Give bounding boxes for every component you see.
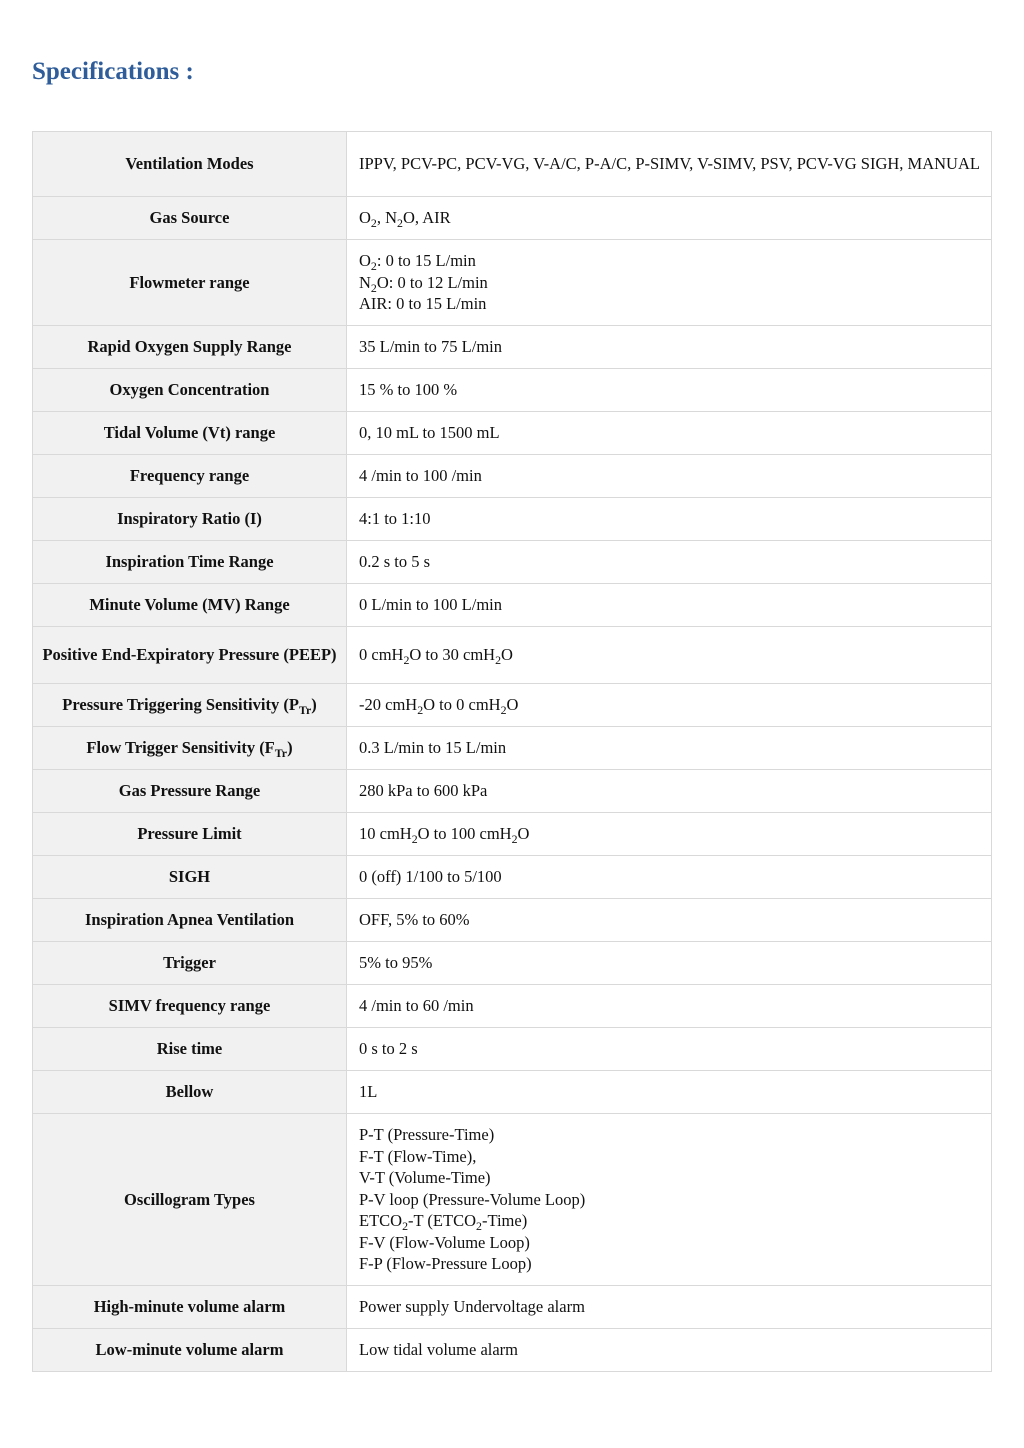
- spec-label: [33, 541, 347, 584]
- subscript: 2: [417, 703, 424, 718]
- text-segment: Low-minute volume alarm: [95, 1340, 284, 1360]
- text-segment: 280 kPa to 600 kPa: [359, 781, 488, 801]
- text-segment: Rise time: [156, 1039, 223, 1059]
- spec-value: [347, 326, 992, 369]
- spec-value: [347, 498, 992, 541]
- text-segment: -T (ETCO: [408, 1211, 477, 1231]
- subscript: 2: [370, 259, 377, 274]
- spec-row: [33, 455, 992, 498]
- spec-value: [347, 412, 992, 455]
- spec-value: [347, 770, 992, 813]
- text-segment: Tidal Volume (Vt) range: [103, 423, 276, 443]
- page-title: Specifications :: [32, 58, 194, 85]
- spec-row: [33, 856, 992, 899]
- spec-value: [347, 985, 992, 1028]
- text-segment: O: [359, 251, 371, 271]
- text-segment: 4:1 to 1:10: [359, 509, 431, 529]
- spec-value: [347, 197, 992, 240]
- subscript: 2: [500, 703, 507, 718]
- spec-row: [33, 240, 992, 326]
- text-segment: P-V loop (Pressure-Volume Loop): [359, 1189, 586, 1209]
- spec-value: [347, 627, 992, 684]
- spec-label: [33, 899, 347, 942]
- text-segment: O, AIR: [402, 208, 451, 228]
- text-segment: O: [501, 645, 513, 665]
- spec-value-line: [359, 422, 983, 444]
- text-segment: Frequency range: [129, 466, 250, 486]
- spec-row: [33, 627, 992, 684]
- text-segment: IPPV, PCV-PC, PCV-VG, V-A/C, P-A/C, P-SIMV, V-SIMV, PSV, PCV-VG SIGH, MANUAL: [359, 154, 980, 174]
- text-segment: High-minute volume alarm: [93, 1297, 286, 1317]
- spec-value-line: [359, 1296, 983, 1318]
- spec-label: [33, 240, 347, 326]
- subscript: 2: [370, 280, 377, 295]
- spec-value: [347, 942, 992, 985]
- spec-row: [33, 369, 992, 412]
- text-segment: Oxygen Concentration: [109, 380, 270, 400]
- text-segment: OFF, 5% to 60%: [359, 910, 470, 930]
- spec-label: [33, 455, 347, 498]
- text-segment: 0 s to 2 s: [359, 1039, 418, 1059]
- spec-value-line: [359, 995, 983, 1017]
- text-segment: O: [506, 695, 519, 715]
- text-segment: ): [287, 738, 293, 758]
- spec-row: [33, 727, 992, 770]
- text-segment: Ventilation Modes: [125, 154, 254, 174]
- text-segment: SIGH: [168, 867, 211, 887]
- spec-label: [33, 627, 347, 684]
- spec-value-line: [359, 909, 983, 931]
- subscript: 2: [511, 832, 518, 847]
- spec-label: [33, 132, 347, 197]
- text-segment: 4 /min to 100 /min: [359, 466, 482, 486]
- specifications-table-body: [33, 132, 992, 1372]
- text-segment: Low tidal volume alarm: [359, 1340, 518, 1360]
- spec-value: [347, 132, 992, 197]
- text-segment: -20 cmH: [359, 695, 418, 715]
- spec-value: [347, 1286, 992, 1329]
- spec-label: [33, 498, 347, 541]
- subscript: 2: [403, 653, 410, 668]
- spec-value-line: [359, 207, 983, 229]
- spec-label: [33, 197, 347, 240]
- spec-value-line: [359, 336, 983, 358]
- spec-label: [33, 727, 347, 770]
- spec-value-line: [359, 551, 983, 573]
- spec-value-line: [359, 952, 983, 974]
- text-segment: Gas Pressure Range: [118, 781, 261, 801]
- spec-value: [347, 240, 992, 326]
- text-segment: O: [359, 208, 371, 228]
- subscript: Tr: [298, 703, 312, 718]
- spec-value: [347, 727, 992, 770]
- text-segment: F-V (Flow-Volume Loop): [359, 1232, 530, 1252]
- spec-value-line: [359, 1210, 983, 1232]
- spec-row: [33, 899, 992, 942]
- spec-label: [33, 326, 347, 369]
- spec-value-line: [359, 508, 983, 530]
- spec-value: [347, 1071, 992, 1114]
- spec-value-line: [359, 1189, 983, 1211]
- spec-value-line: [359, 1146, 983, 1168]
- spec-value: [347, 856, 992, 899]
- text-segment: Rapid Oxygen Supply Range: [87, 337, 292, 357]
- subscript: Tr: [274, 746, 288, 761]
- spec-value-line: [359, 737, 983, 759]
- spec-row: [33, 541, 992, 584]
- spec-value: [347, 899, 992, 942]
- text-segment: 0 L/min to 100 L/min: [359, 595, 502, 615]
- text-segment: Trigger: [163, 953, 216, 973]
- spec-label: [33, 1114, 347, 1286]
- spec-row: [33, 813, 992, 856]
- spec-row: [33, 1286, 992, 1329]
- spec-value-line: [359, 1232, 983, 1254]
- spec-label: [33, 412, 347, 455]
- text-segment: 15 % to 100 %: [359, 380, 458, 400]
- spec-label: [33, 1071, 347, 1114]
- text-segment: 0 cmH: [359, 645, 404, 665]
- spec-row: [33, 498, 992, 541]
- text-segment: : 0 to 15 L/min: [376, 251, 476, 271]
- spec-value-line: [359, 1339, 983, 1361]
- spec-row: [33, 1329, 992, 1372]
- spec-value-line: [359, 1124, 983, 1146]
- spec-row: [33, 1028, 992, 1071]
- spec-label: [33, 985, 347, 1028]
- spec-row: [33, 326, 992, 369]
- spec-row: [33, 770, 992, 813]
- text-segment: , N: [376, 208, 398, 228]
- text-segment: -Time): [481, 1211, 528, 1231]
- spec-value-line: [359, 272, 983, 294]
- spec-value-line: [359, 1081, 983, 1103]
- subscript: 2: [397, 216, 403, 231]
- text-segment: 0.3 L/min to 15 L/min: [359, 738, 507, 758]
- spec-value-line: [359, 465, 983, 487]
- text-segment: Oscillogram Types: [124, 1189, 255, 1209]
- specifications-table: [32, 131, 992, 1372]
- spec-value-line: [359, 644, 983, 666]
- spec-value-line: [359, 293, 983, 315]
- spec-value: [347, 541, 992, 584]
- spec-value-line: [359, 780, 983, 802]
- spec-value-line: [359, 250, 983, 272]
- spec-row: [33, 197, 992, 240]
- spec-label: [33, 584, 347, 627]
- text-segment: Inspiration Apnea Ventilation: [84, 910, 295, 930]
- spec-row: [33, 412, 992, 455]
- text-segment: 1L: [359, 1082, 378, 1102]
- text-segment: ETCO: [359, 1211, 403, 1231]
- subscript: 2: [411, 832, 418, 847]
- text-segment: O to 100 cmH: [417, 824, 512, 844]
- text-segment: 0 (off) 1/100 to 5/100: [359, 867, 502, 887]
- spec-label: [33, 1329, 347, 1372]
- text-segment: 10 cmH: [359, 824, 412, 844]
- text-segment: 0, 10 mL to 1500 mL: [359, 423, 500, 443]
- spec-value: [347, 584, 992, 627]
- text-segment: O to 0 cmH: [423, 695, 501, 715]
- spec-row: [33, 684, 992, 727]
- text-segment: O: 0 to 12 L/min: [376, 272, 488, 292]
- text-segment: F-P (Flow-Pressure Loop): [359, 1254, 532, 1274]
- spec-value: [347, 1028, 992, 1071]
- spec-value-line: [359, 1253, 983, 1275]
- spec-row: [33, 985, 992, 1028]
- subscript: 2: [495, 653, 502, 668]
- text-segment: Positive End-Expiratory Pressure (PEEP): [42, 645, 337, 665]
- text-segment: Inspiration Time Range: [105, 552, 274, 572]
- spec-value-line: [359, 1038, 983, 1060]
- text-segment: AIR: 0 to 15 L/min: [359, 294, 487, 314]
- spec-label: [33, 684, 347, 727]
- text-segment: Flow Trigger Sensitivity (F: [86, 738, 275, 758]
- spec-value: [347, 813, 992, 856]
- text-segment: Bellow: [165, 1082, 214, 1102]
- spec-label: [33, 1286, 347, 1329]
- text-segment: SIMV frequency range: [108, 996, 271, 1016]
- spec-value-line: [359, 823, 983, 845]
- spec-label: [33, 856, 347, 899]
- spec-row: [33, 1071, 992, 1114]
- spec-row: [33, 132, 992, 197]
- text-segment: V-T (Volume-Time): [359, 1168, 491, 1188]
- spec-value: [347, 684, 992, 727]
- text-segment: Gas Source: [149, 208, 230, 228]
- text-segment: Flowmeter range: [129, 272, 250, 292]
- text-segment: ): [311, 695, 317, 715]
- spec-label: [33, 369, 347, 412]
- text-segment: 5% to 95%: [359, 953, 433, 973]
- subscript: 2: [402, 1219, 409, 1234]
- spec-value: [347, 369, 992, 412]
- spec-value-line: [359, 1167, 983, 1189]
- spec-value-line: [359, 153, 983, 175]
- spec-row: [33, 1114, 992, 1286]
- subscript: 2: [370, 216, 377, 231]
- spec-row: [33, 584, 992, 627]
- spec-value-line: [359, 694, 983, 716]
- text-segment: N: [359, 272, 371, 292]
- text-segment: Minute Volume (MV) Range: [89, 595, 290, 615]
- text-segment: Power supply Undervoltage alarm: [359, 1297, 585, 1317]
- text-segment: 0.2 s to 5 s: [359, 552, 431, 572]
- text-segment: 35 L/min to 75 L/min: [359, 337, 502, 357]
- text-segment: O: [517, 824, 530, 844]
- spec-value: [347, 455, 992, 498]
- text-segment: O to 30 cmH: [409, 645, 496, 665]
- subscript: 2: [476, 1219, 482, 1234]
- text-segment: Pressure Limit: [137, 824, 242, 844]
- text-segment: Pressure Triggering Sensitivity (P: [62, 695, 299, 715]
- text-segment: P-T (Pressure-Time): [359, 1125, 495, 1145]
- spec-row: [33, 942, 992, 985]
- text-segment: Inspiratory Ratio (I): [117, 509, 262, 529]
- spec-value-line: [359, 594, 983, 616]
- spec-value: [347, 1329, 992, 1372]
- spec-label: [33, 813, 347, 856]
- spec-label: [33, 770, 347, 813]
- spec-value: [347, 1114, 992, 1286]
- text-segment: F-T (Flow-Time),: [359, 1146, 477, 1166]
- spec-label: [33, 1028, 347, 1071]
- spec-value-line: [359, 379, 983, 401]
- spec-label: [33, 942, 347, 985]
- spec-value-line: [359, 866, 983, 888]
- text-segment: 4 /min to 60 /min: [359, 996, 474, 1016]
